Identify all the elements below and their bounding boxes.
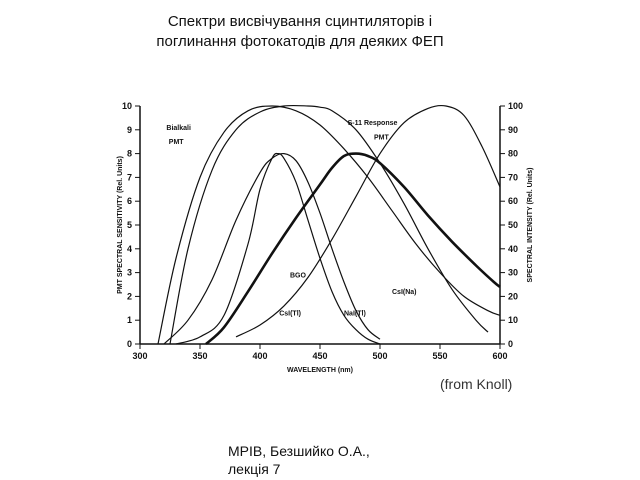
curve-annotation: CsI(Na)	[392, 289, 417, 297]
y-axis-left-label: PMT SPECTRAL SENSITIVITY (Rel. Units)	[117, 156, 124, 294]
y-right-tick-label: 90	[508, 124, 519, 135]
y-left-tick-label: 4	[126, 243, 132, 254]
x-tick-label: 500	[372, 351, 388, 361]
y-left-tick-label: 8	[126, 148, 132, 159]
y-left-tick-label: 1	[126, 315, 132, 326]
y-right-tick-label: 0	[508, 339, 514, 349]
y-left-tick-label: 7	[126, 172, 132, 183]
x-axis-label: WAVELENGTH (nm)	[287, 367, 353, 374]
x-tick-label: 350	[192, 351, 208, 361]
curve-annotation: CsI(Tl)	[279, 310, 301, 318]
footer-line2: лекція 7	[228, 461, 281, 477]
y-right-tick-label: 100	[508, 101, 524, 111]
slide-title-line2: поглинання фотокатодів для деяких ФЕП	[156, 33, 444, 50]
x-tick-label: 400	[252, 351, 268, 361]
x-tick-label: 450	[312, 351, 328, 361]
y-left-tick-label: 10	[121, 101, 132, 111]
y-right-tick-label: 40	[508, 243, 519, 254]
series-line-csi-na	[236, 105, 500, 336]
y-right-tick-label: 60	[508, 196, 519, 207]
curve-annotation: PMT	[168, 139, 184, 147]
slide-title-line1: Спектри висвічування сцинтиляторів і	[167, 13, 433, 30]
curve-annotation: BGO	[290, 272, 306, 280]
y-left-tick-label: 9	[126, 124, 132, 135]
footer	[228, 442, 370, 478]
curve-annotation: Bialkali	[166, 124, 191, 132]
source-credit: (from Knoll)	[440, 376, 513, 392]
y-left-tick-label: 2	[126, 291, 132, 302]
y-left-tick-label: 3	[126, 267, 132, 278]
x-tick-label: 550	[432, 351, 448, 361]
curve-annotation: S-11 Response	[347, 120, 398, 128]
y-right-tick-label: 30	[508, 267, 519, 278]
y-left-tick-label: 0	[126, 339, 132, 349]
x-tick-label: 300	[132, 351, 148, 361]
y-left-tick-label: 6	[126, 196, 132, 207]
x-tick-label: 600	[492, 351, 508, 361]
y-right-tick-label: 10	[508, 315, 519, 326]
curve-annotation: NaI(Tl)	[344, 310, 366, 318]
y-right-tick-label: 50	[508, 220, 519, 230]
y-right-tick-label: 70	[508, 172, 519, 183]
y-right-tick-label: 20	[508, 291, 519, 302]
y-right-tick-label: 80	[508, 148, 519, 159]
y-axis-right-label: SPECTRAL INTENSITY (Rel. Units)	[527, 167, 534, 283]
y-left-tick-label: 5	[126, 220, 132, 230]
footer-line1: МРІВ, Безшийко О.А.,	[228, 443, 370, 459]
series-line-bialkali-pmt	[158, 106, 500, 344]
curve-annotation: PMT	[374, 134, 389, 142]
